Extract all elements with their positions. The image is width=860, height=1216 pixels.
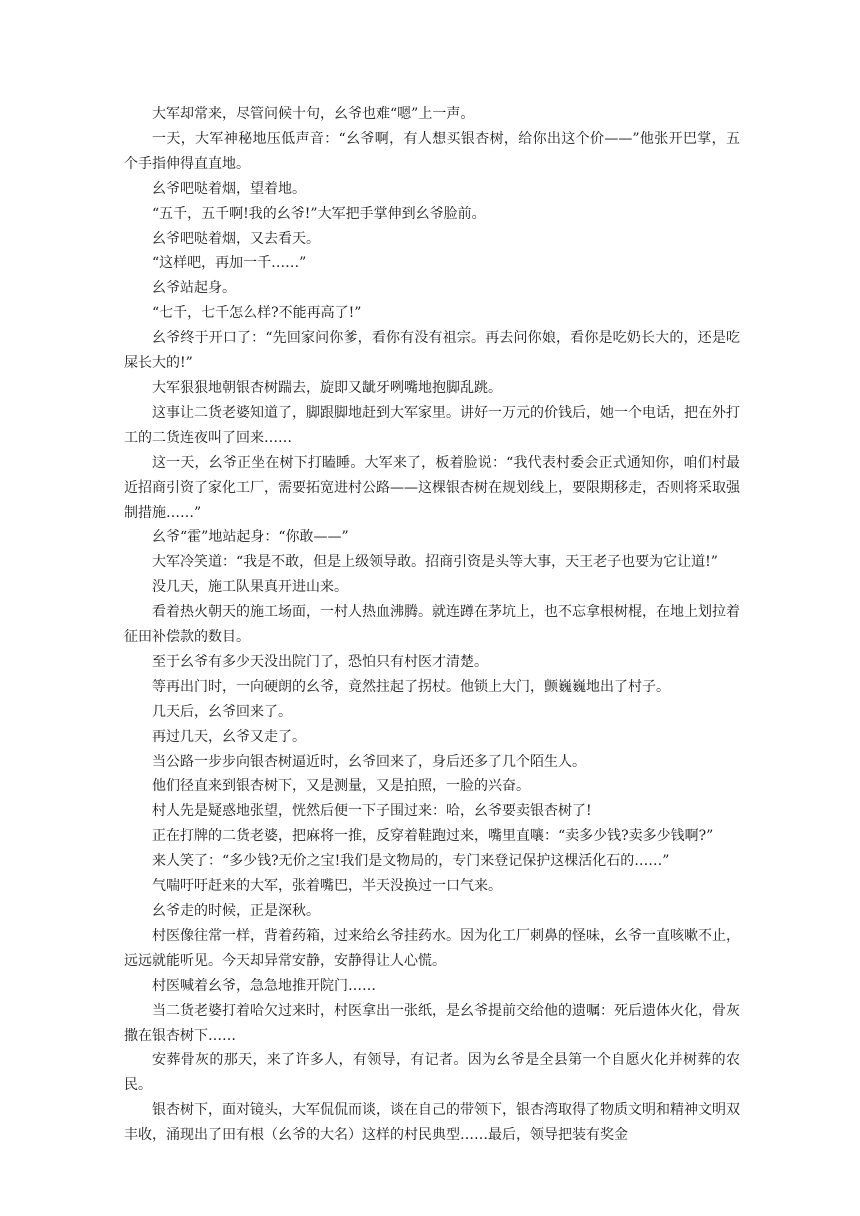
paragraph-25: 来人笑了：“多少钱?无价之宝!我们是文物局的，专门来登记保护这棵活化石的……” [152, 853, 670, 870]
paragraph-15: 没几天，施工队果真开进山来。 [152, 579, 348, 596]
paragraph-13: 幺爷“霍”地站起身：“你敢——” [152, 529, 349, 546]
paragraph-8: “七千，七千怎么样?不能再高了!” [152, 305, 362, 322]
paragraph-18: 等再出门时，一向硬朗的幺爷，竟然拄起了拐杖。他锁上大门，颤巍巍地出了村子。 [152, 678, 670, 695]
paragraph-28: 村医像往常一样，背着药箱，过来给幺爷挂药水。因为化工厂刺鼻的怪味，幺爷一直咳嗽不止，远远就能听见。今天却异常安静，安静得让人心慌。 [124, 927, 740, 969]
paragraph-11: 这事让二货老婆知道了，脚跟脚地赶到大军家里。讲好一万元的价钱后，她一个电话，把在外打工的二货连夜叫了回来…… [124, 404, 740, 446]
paragraph-31: 安葬骨灰的那天，来了许多人，有领导，有记者。因为幺爷是全县第一个自愿火化并树葬的农民。 [124, 1052, 740, 1094]
paragraph-4: “五千，五千啊!我的幺爷!”大军把手掌伸到幺爷脸前。 [152, 205, 486, 222]
paragraph-24: 正在打牌的二货老婆，把麻将一推，反穿着鞋跑过来，嘴里直嚷：“卖多少钱?卖多少钱啊?” [152, 828, 714, 845]
paragraph-16: 看着热火朝天的施工场面，一村人热血沸腾。就连蹲在茅坑上，也不忘拿根树棍，在地上划拉着征田补偿款的数目。 [124, 604, 740, 646]
paragraph-3: 幺爷吧哒着烟，望着地。 [152, 180, 306, 197]
paragraph-6: “这样吧，再加一千……” [152, 255, 307, 272]
paragraph-9: 幺爷终于开口了：“先回家问你爹，看你有没有祖宗。再去问你娘，看你是吃奶长大的，还是吃屎长大的!” [124, 330, 740, 372]
paragraph-5: 幺爷吧哒着烟，又去看天。 [152, 230, 320, 247]
paragraph-12: 这一天，幺爷正坐在树下打瞌睡。大军来了，板着脸说：“我代表村委会正式通知你，咱们村最近招商引资了家化工厂，需要拓宽进村公路——这棵银杏树在规划线上，要限期移走，否则将采取强制措施……” [124, 454, 740, 521]
paragraph-29: 村医喊着幺爷，急急地推开院门…… [152, 977, 376, 994]
paragraph-30: 当二货老婆打着哈欠过来时，村医拿出一张纸，是幺爷提前交给他的遗嘱：死后遗体火化，骨灰撒在银杏树下…… [124, 1002, 740, 1044]
paragraph-14: 大军冷笑道：“我是不敢，但是上级领导敢。招商引资是头等大事，天王老子也要为它让道!” [152, 554, 718, 571]
paragraph-7: 幺爷站起身。 [152, 280, 236, 297]
paragraph-32: 银杏树下，面对镜头，大军侃侃而谈，谈在自己的带领下，银杏湾取得了物质文明和精神文明双丰收，涌现出了田有根（幺爷的大名）这样的村民典型……最后，领导把装有奖金 [124, 1102, 740, 1144]
paragraph-26: 气喘吁吁赶来的大军，张着嘴巴，半天没换过一口气来。 [152, 878, 502, 895]
paragraph-2: 一天，大军神秘地压低声音：“幺爷啊，有人想买银杏树，给你出这个价——”他张开巴掌，五个手指伸得直直地。 [124, 130, 740, 172]
paragraph-17: 至于幺爷有多少天没出院门了，恐怕只有村医才清楚。 [152, 653, 488, 670]
paragraph-1: 大军却常来，尽管问候十句，幺爷也难“嗯”上一声。 [152, 106, 475, 122]
paragraph-19: 几天后，幺爷回来了。 [152, 703, 292, 720]
paragraph-22: 他们径直来到银杏树下，又是测量，又是拍照，一脸的兴奋。 [152, 778, 530, 795]
paragraph-20: 再过几天，幺爷又走了。 [152, 728, 306, 745]
paragraph-21: 当公路一步步向银杏树逼近时，幺爷回来了，身后还多了几个陌生人。 [152, 753, 586, 770]
paragraph-10: 大军狠狠地朝银杏树踹去，旋即又龇牙咧嘴地抱脚乱跳。 [152, 379, 502, 396]
document-page [124, 102, 740, 1148]
paragraph-23: 村人先是疑惑地张望，恍然后便一下子围过来：哈，幺爷要卖银杏树了! [152, 803, 592, 820]
paragraph-27: 幺爷走的时候，正是深秋。 [152, 903, 320, 919]
